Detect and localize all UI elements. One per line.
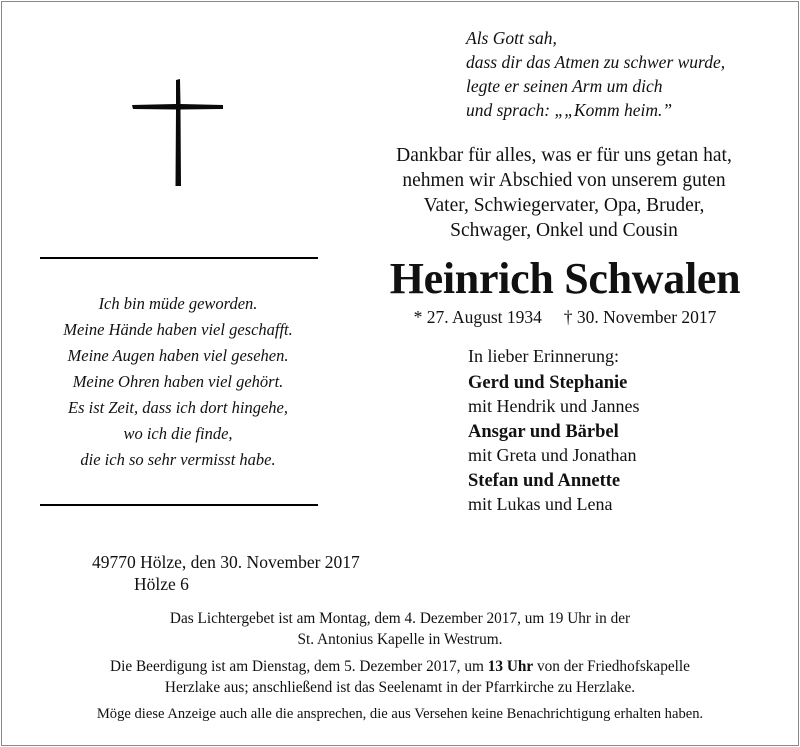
mourner-group (468, 421, 639, 467)
divider-top (40, 257, 318, 259)
left-poem (28, 291, 328, 473)
mourner-children: mit Lukas und Lena (468, 494, 613, 514)
address-block (92, 551, 360, 595)
mourner-family: Gerd und Stephanie (468, 373, 628, 393)
top-poem-line: Als Gott sah, (466, 28, 557, 48)
thanks-line: nehmen wir Abschied von unserem guten (402, 170, 726, 191)
prayer-line: St. Antonius Kapelle in Westrum. (297, 631, 503, 648)
funeral-time: 13 Uhr (487, 658, 534, 675)
funeral-notice (20, 656, 780, 698)
top-poem-line: legte er seinen Arm um dich (466, 76, 663, 96)
mourner-children: mit Greta und Jonathan (468, 445, 637, 465)
left-poem-line: die ich so sehr vermisst habe. (80, 450, 276, 469)
mourner-group (468, 372, 639, 418)
funeral-text: von der Friedhofskapelle (533, 658, 690, 675)
left-poem-line: Meine Augen haben viel gesehen. (67, 346, 289, 365)
mourner-family: Stefan und Annette (468, 471, 621, 491)
top-poem-line: dass dir das Atmen zu schwer wurde, (466, 52, 726, 72)
mourners-heading: In lieber Erinnerung: (468, 346, 619, 366)
life-dates: * 27. August 1934 † 30. November 2017 (413, 307, 717, 327)
left-poem-line: Es ist Zeit, dass ich dort hingehe, (68, 398, 288, 417)
mourner-group (468, 470, 639, 516)
top-poem-line: und sprach: „„Komm heim.” (466, 100, 673, 120)
cross-icon (130, 78, 225, 193)
mourners-list (468, 345, 639, 519)
prayer-notice (20, 608, 780, 650)
left-poem-line: Ich bin müde geworden. (98, 294, 258, 313)
deceased-name: Heinrich Schwalen (389, 254, 741, 303)
notices (20, 608, 780, 731)
place-date: 49770 Hölze, den 30. November 2017 (92, 552, 360, 572)
top-poem (466, 26, 725, 122)
thanks-line: Schwager, Onkel und Cousin (450, 220, 678, 241)
thanks-text (355, 143, 773, 243)
funeral-text: Die Beerdigung ist am Dienstag, dem 5. Dezember 2017, um (110, 658, 488, 675)
street-address: Hölze 6 (134, 574, 189, 594)
left-poem-line: Meine Hände haben viel geschafft. (63, 320, 293, 339)
thanks-line: Dankbar für alles, was er für uns getan hat, (396, 145, 732, 166)
left-poem-line: Meine Ohren haben viel gehört. (72, 372, 284, 391)
left-poem-line: wo ich die finde, (123, 424, 233, 443)
mourner-children: mit Hendrik und Jannes (468, 396, 640, 416)
final-notice: Möge diese Anzeige auch alle die ansprechen, die aus Versehen keine Benachrichtigung erhalten haben. (96, 706, 704, 722)
prayer-line: Das Lichtergebet ist am Montag, dem 4. Dezember 2017, um 19 Uhr in der (169, 610, 631, 627)
funeral-line: Herzlake aus; anschließend ist das Seelenamt in der Pfarrkirche zu Herzlake. (164, 679, 636, 696)
thanks-line: Vater, Schwiegervater, Opa, Bruder, (423, 195, 705, 216)
mourner-family: Ansgar und Bärbel (468, 422, 619, 442)
divider-bottom (40, 504, 318, 506)
